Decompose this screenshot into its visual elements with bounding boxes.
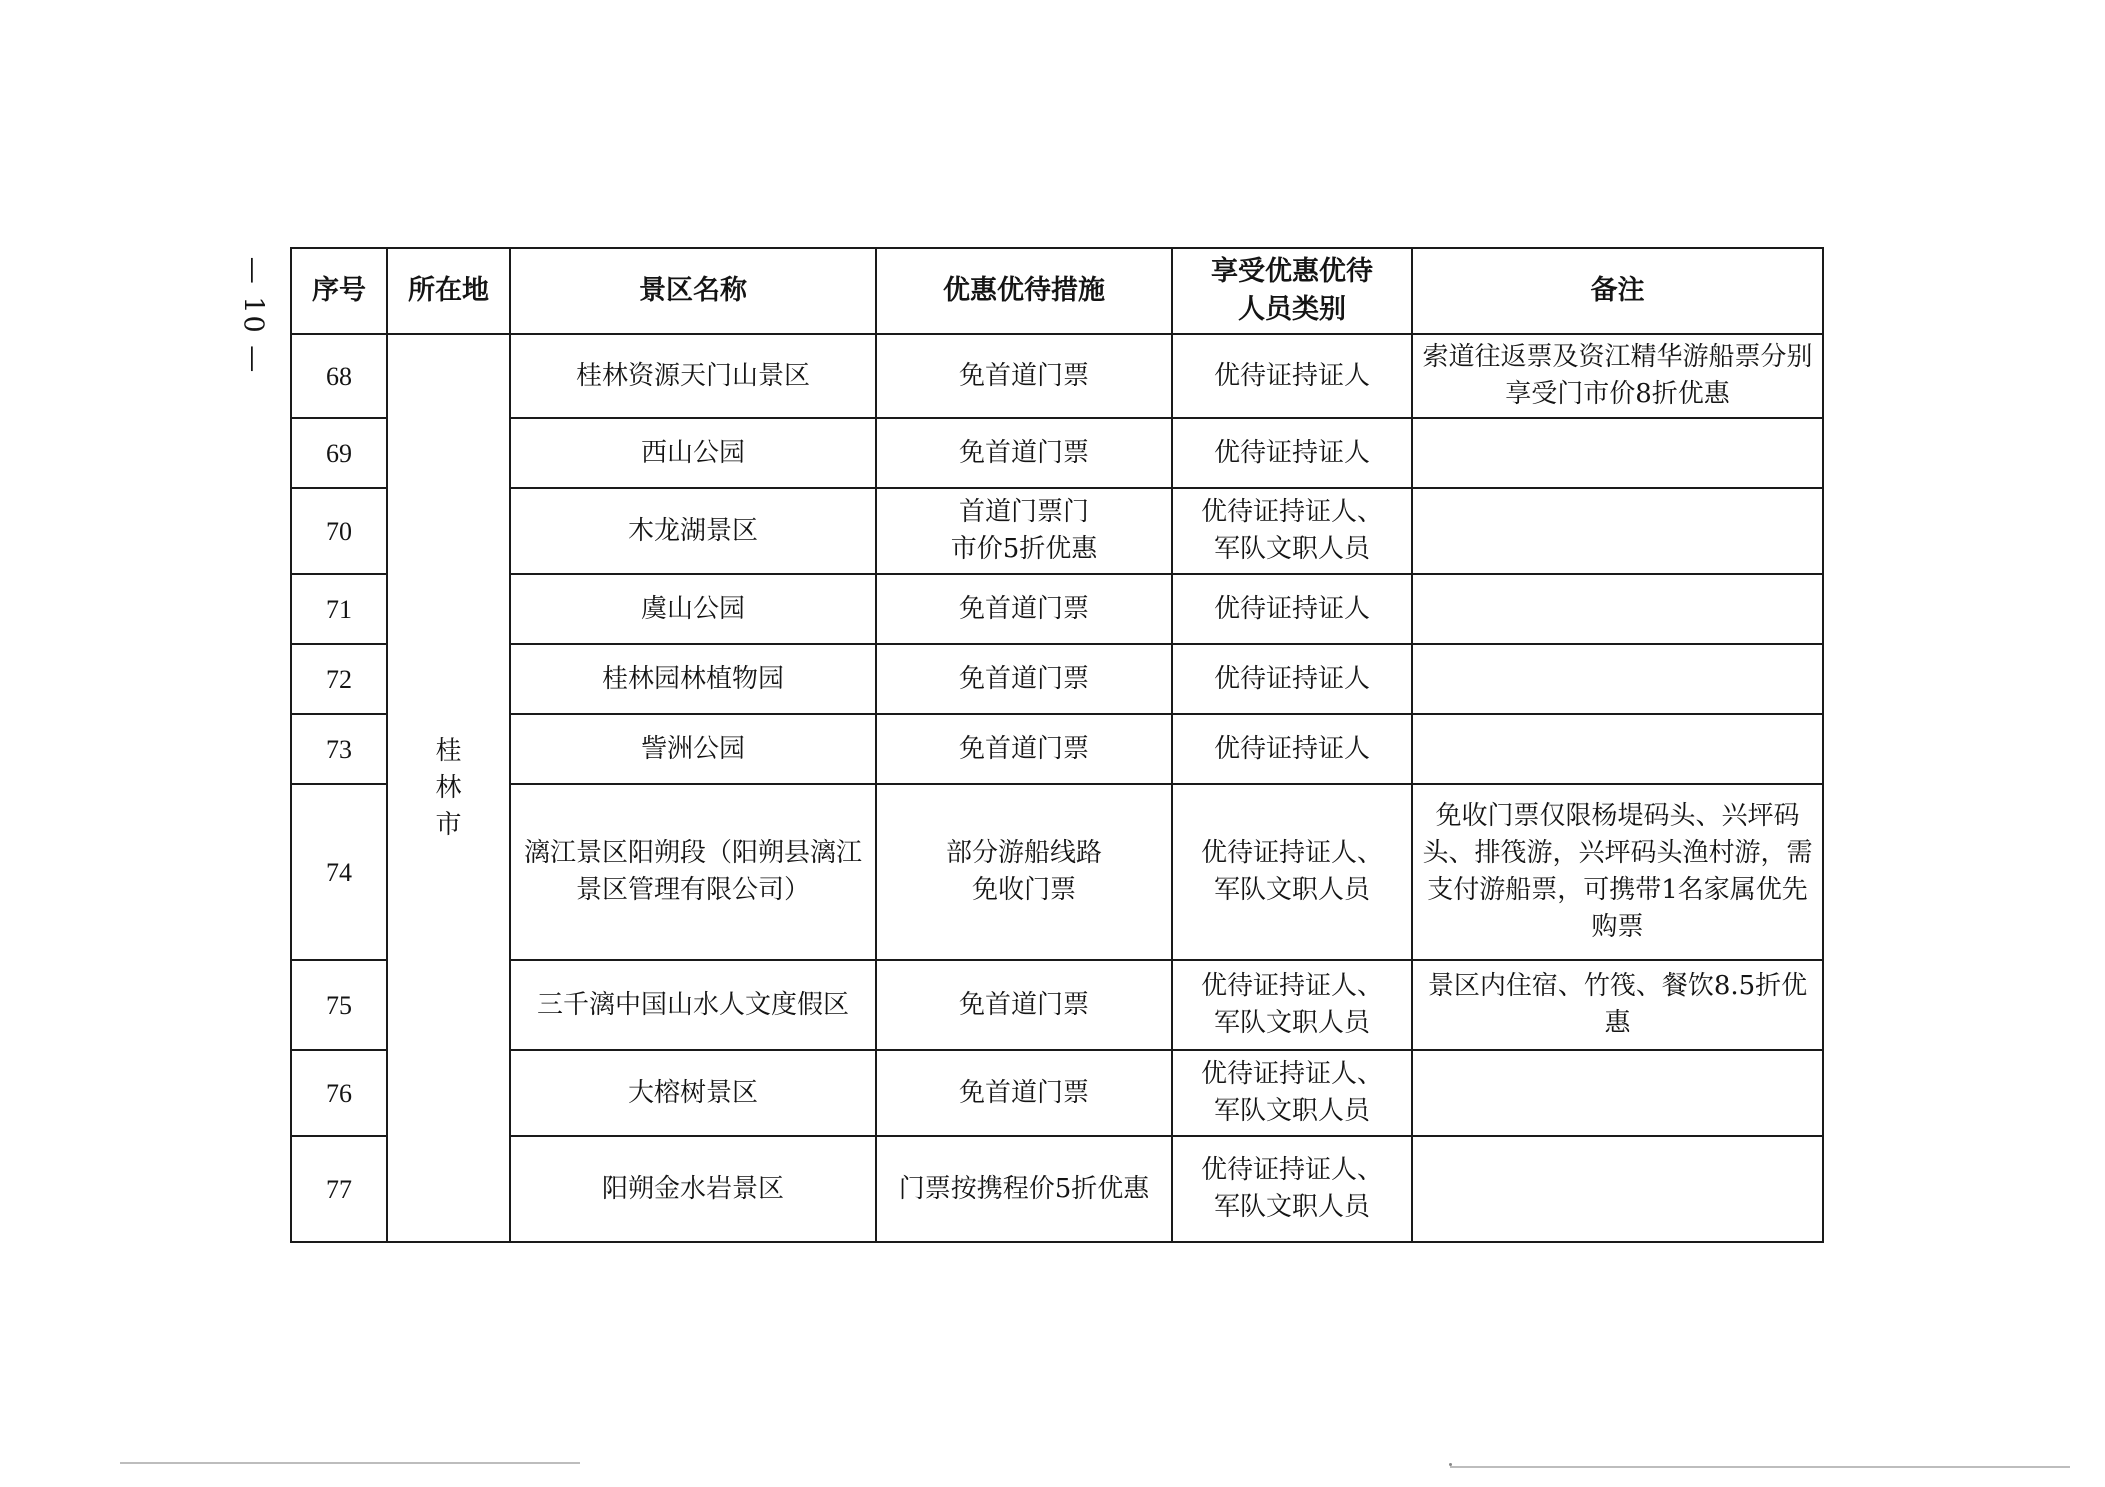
header-discount: 优惠优待措施	[876, 248, 1172, 334]
cell-eligible: 优待证持证人、 军队文职人员	[1172, 1136, 1412, 1242]
scan-artifact	[120, 1462, 580, 1464]
cell-seq: 75	[291, 960, 387, 1050]
header-remarks: 备注	[1412, 248, 1823, 334]
cell-discount: 免首道门票	[876, 960, 1172, 1050]
cell-scenic-name: 西山公园	[510, 418, 876, 488]
cell-remarks: 索道往返票及资江精华游船票分别享受门市价8折优惠	[1412, 334, 1823, 418]
cell-discount: 免首道门票	[876, 418, 1172, 488]
cell-scenic-name: 三千漓中国山水人文度假区	[510, 960, 876, 1050]
cell-scenic-name: 桂林资源天门山景区	[510, 334, 876, 418]
page-number: — 10 —	[237, 256, 269, 374]
scan-artifact	[1450, 1466, 2070, 1468]
table-row	[291, 574, 1823, 644]
header-location: 所在地	[387, 248, 510, 334]
cell-scenic-name: 木龙湖景区	[510, 488, 876, 574]
cell-discount: 免首道门票	[876, 714, 1172, 784]
table-row	[291, 1136, 1823, 1242]
cell-remarks	[1412, 1050, 1823, 1136]
cell-remarks: 景区内住宿、竹筏、餐饮8.5折优惠	[1412, 960, 1823, 1050]
cell-seq: 68	[291, 334, 387, 418]
cell-discount: 首道门票门 市价5折优惠	[876, 488, 1172, 574]
cell-eligible: 优待证持证人	[1172, 334, 1412, 418]
table-row	[291, 644, 1823, 714]
cell-remarks	[1412, 574, 1823, 644]
table-row	[291, 714, 1823, 784]
cell-seq: 69	[291, 418, 387, 488]
table-body	[291, 334, 1823, 1242]
cell-seq: 77	[291, 1136, 387, 1242]
cell-scenic-name: 阳朔金水岩景区	[510, 1136, 876, 1242]
cell-scenic-name: 大榕树景区	[510, 1050, 876, 1136]
table-row	[291, 960, 1823, 1050]
cell-discount: 免首道门票	[876, 574, 1172, 644]
cell-scenic-name: 漓江景区阳朔段（阳朔县漓江景区管理有限公司）	[510, 784, 876, 960]
cell-remarks	[1412, 714, 1823, 784]
cell-seq: 70	[291, 488, 387, 574]
cell-location: 桂 林 市	[387, 334, 510, 1242]
cell-eligible: 优待证持证人、 军队文职人员	[1172, 488, 1412, 574]
cell-eligible: 优待证持证人、 军队文职人员	[1172, 784, 1412, 960]
cell-scenic-name: 訾洲公园	[510, 714, 876, 784]
cell-remarks	[1412, 418, 1823, 488]
cell-remarks	[1412, 1136, 1823, 1242]
cell-seq: 74	[291, 784, 387, 960]
table-row	[291, 784, 1823, 960]
cell-remarks	[1412, 644, 1823, 714]
cell-eligible: 优待证持证人	[1172, 418, 1412, 488]
cell-discount: 部分游船线路 免收门票	[876, 784, 1172, 960]
cell-seq: 72	[291, 644, 387, 714]
table-header	[291, 248, 1823, 334]
discount-table	[290, 247, 1824, 1243]
cell-eligible: 优待证持证人、 军队文职人员	[1172, 960, 1412, 1050]
cell-discount: 免首道门票	[876, 334, 1172, 418]
cell-eligible: 优待证持证人、 军队文职人员	[1172, 1050, 1412, 1136]
cell-seq: 71	[291, 574, 387, 644]
header-seq: 序号	[291, 248, 387, 334]
cell-eligible: 优待证持证人	[1172, 574, 1412, 644]
scan-speck	[1449, 1463, 1452, 1466]
cell-remarks: 免收门票仅限杨堤码头、兴坪码头、排筏游，兴坪码头渔村游，需支付游船票，可携带1名家属优先购票	[1412, 784, 1823, 960]
cell-scenic-name: 桂林园林植物园	[510, 644, 876, 714]
cell-eligible: 优待证持证人	[1172, 644, 1412, 714]
cell-seq: 73	[291, 714, 387, 784]
table-row	[291, 418, 1823, 488]
table-row	[291, 334, 1823, 418]
table-row	[291, 1050, 1823, 1136]
cell-seq: 76	[291, 1050, 387, 1136]
cell-remarks	[1412, 488, 1823, 574]
cell-scenic-name: 虞山公园	[510, 574, 876, 644]
cell-discount: 门票按携程价5折优惠	[876, 1136, 1172, 1242]
cell-discount: 免首道门票	[876, 1050, 1172, 1136]
cell-eligible: 优待证持证人	[1172, 714, 1412, 784]
header-scenic-name: 景区名称	[510, 248, 876, 334]
table-row	[291, 488, 1823, 574]
header-eligible: 享受优惠优待 人员类别	[1172, 248, 1412, 334]
cell-discount: 免首道门票	[876, 644, 1172, 714]
